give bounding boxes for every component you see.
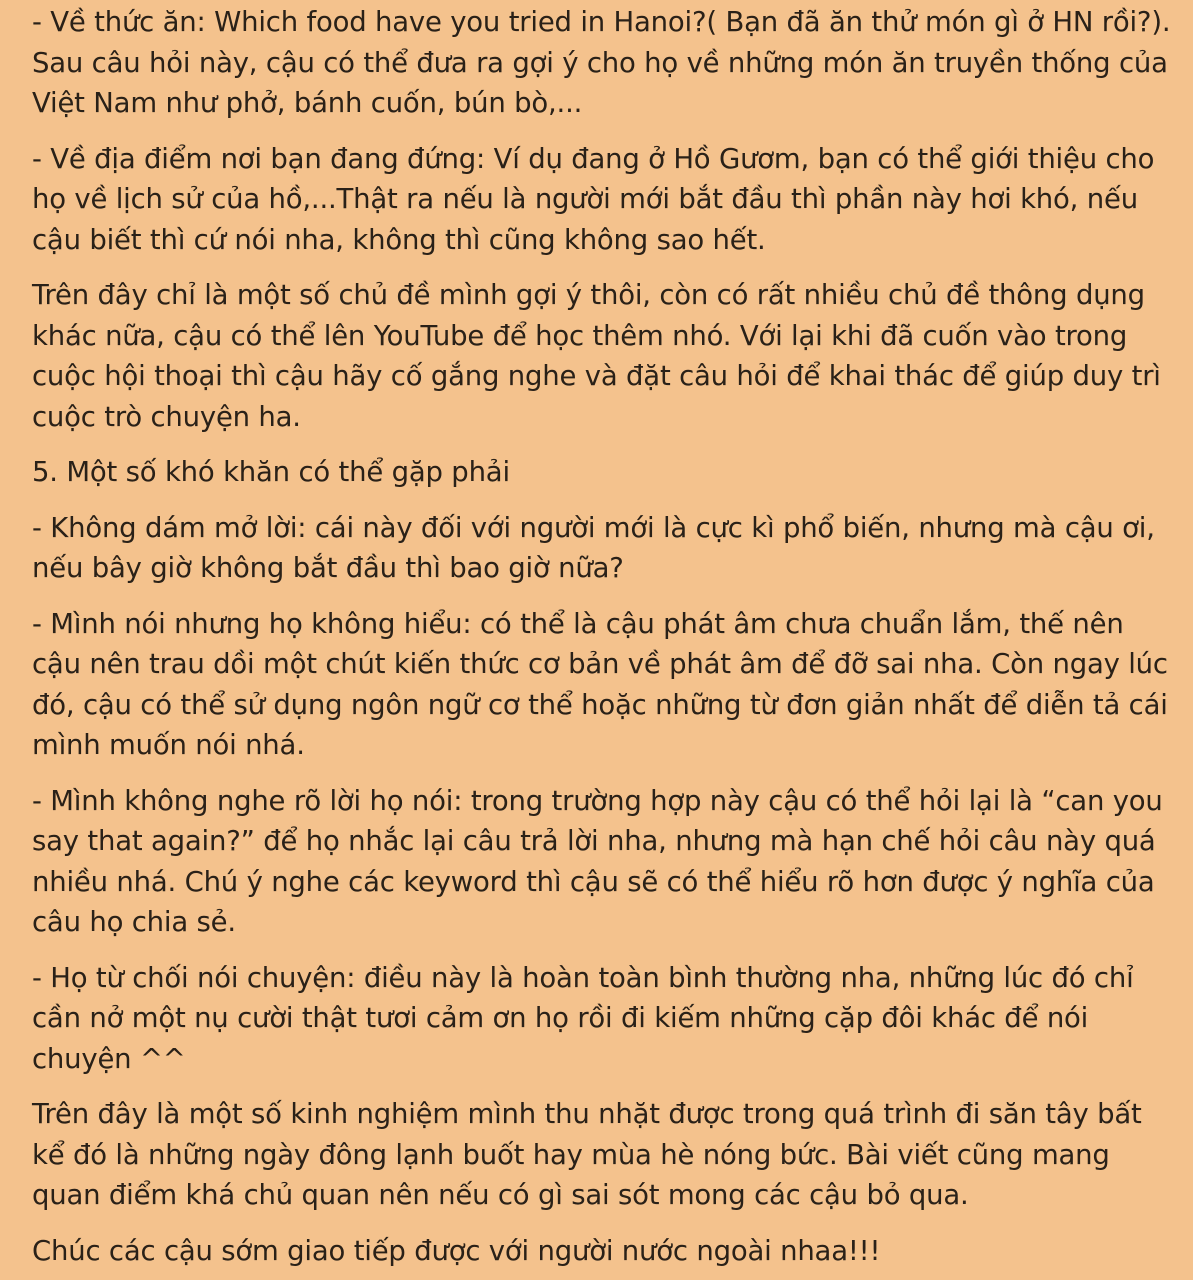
paragraph-location-topic: - Về địa điểm nơi bạn đang đứng: Ví dụ đang ở Hồ Gươm, bạn có thể giới thiệu cho họ về lịch sử của hồ,...Thật ra nếu là người mới bắt đầu thì phần này hơi khó, nếu cậu biết thì cứ nói nha, không thì cũng không sao hết. — [32, 142, 1155, 256]
paragraph-difficulty-refusal: - Họ từ chối nói chuyện: điều này là hoàn toàn bình thường nha, những lúc đó chỉ cần nở một nụ cười thật tươi cảm ơn họ rồi đi kiếm những cặp đôi khác để nói chuyện ^^ — [32, 961, 1134, 1075]
paragraph-difficulty-not-hearing: - Mình không nghe rõ lời họ nói: trong trường hợp này cậu có thể hỏi lại là “can you say that again?” để họ nhắc lại câu trả lời nha, nhưng mà hạn chế hỏi câu này quá nhiều nhá. Chú ý nghe các keyword thì cậu sẽ có thể hiểu rõ hơn được ý nghĩa của câu họ chia sẻ. — [32, 784, 1163, 938]
paragraph-food-topic: - Về thức ăn: Which food have you tried in Hanoi?( Bạn đã ăn thử món gì ở HN rồi?). Sau câu hỏi này, cậu có thể đưa ra gợi ý cho họ về những món ăn truyền thống của Việt Nam như phở, bánh cuốn, bún bò,... — [32, 6, 1171, 119]
section-heading-difficulties: 5. Một số khó khăn có thể gặp phải — [32, 456, 510, 488]
paragraph-conclusion: Trên đây là một số kinh nghiệm mình thu nhặt được trong quá trình đi săn tây bất kể đó là những ngày đông lạnh buốt hay mùa hè nóng bức. Bài viết cũng mang quan điểm khá chủ quan nên nếu có gì sai sót mong các cậu bỏ qua. — [32, 1098, 1142, 1211]
paragraph-difficulty-speaking-up: - Không dám mở lời: cái này đối với người mới là cực kì phổ biến, nhưng mà cậu ơi, nếu bây giờ không bắt đầu thì bao giờ nữa? — [32, 511, 1155, 584]
paragraph-closing-wish: Chúc các cậu sớm giao tiếp được với người nước ngoài nhaa!!! — [32, 1234, 881, 1267]
paragraph-topics-summary: Trên đây chỉ là một số chủ đề mình gợi ý thôi, còn có rất nhiều chủ đề thông dụng khác nữa, cậu có thể lên YouTube để học thêm nhó. Với lại khi đã cuốn vào trong cuộc hội thoại thì cậu hãy cố gắng nghe và đặt câu hỏi để khai thác để giúp duy trì cuộc trò chuyện ha. — [32, 279, 1161, 433]
paragraph-difficulty-not-understood: - Mình nói nhưng họ không hiểu: có thể là cậu phát âm chưa chuẩn lắm, thế nên cậu nên trau dồi một chút kiến thức cơ bản về phát âm để đỡ sai nha. Còn ngay lúc đó, cậu có thể sử dụng ngôn ngữ cơ thể hoặc những từ đơn giản nhất để diễn tả cái mình muốn nói nhá. — [32, 607, 1168, 761]
